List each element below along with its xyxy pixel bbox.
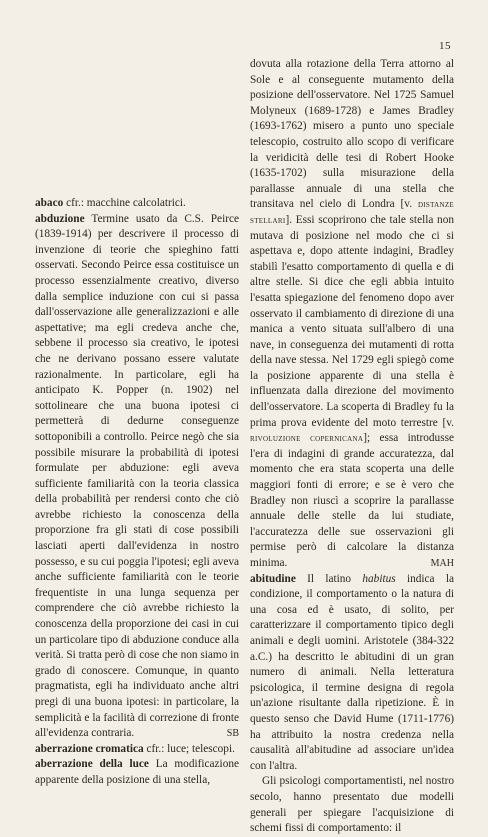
entry-text: cfr.: luce; telescopi. xyxy=(143,742,235,755)
entry-aberrazione-della-luce xyxy=(35,757,239,788)
left-column xyxy=(35,196,239,789)
entry-text: Gli psicologi comportamentisti, nel nostro secolo, hanno presentato due modelli generali per spiegare l'acquisizione di schemi fissi di comportamento: il xyxy=(250,775,454,835)
entry-aberrazione-cromatica xyxy=(35,742,239,758)
author-initials: SB xyxy=(226,728,239,740)
entry-abaco xyxy=(35,196,239,212)
entry-text: ]; essa introdusse l'era di indagini di grande accuratezza, dal momento che era stata scoperta una delle maggiori fonti di errore; e se è vero che Bradley non riuscì a scoprire la parallasse annuale delle stelle da lui studiate, l'accuratezza delle sue osservazioni gli permise però di calcolare la distanza minima. xyxy=(250,432,455,569)
cross-reference: distanze stellari xyxy=(250,199,454,226)
entry-text: ]. Essi scoprirono che tale stella non mutava di posizione nel modo che ci si aspettava e, dopo attente indagini, Bradley stabilì l'esatto comportamento di quella e di altre stelle. Si dice che egli abbia intuito l'esatta spiegazione del fenomeno dopo aver osservato il cambiamento di direzione di una manica a vento situata sull'albero di una nave, in conseguenza dei mutamenti di rotta della nave stessa. Nel 1729 egli spiegò come la posizione apparente di una stella è influenzata dalla direzione del movimento dell'osservatore. La scoperta di Bradley fu la prima prova evidente del moto terrestre [v. xyxy=(250,213,454,429)
latin-term: habitus xyxy=(362,572,396,585)
page-number: 15 xyxy=(439,40,451,52)
cross-reference: rivoluzione copernicana xyxy=(250,433,364,445)
entry-text: indica la condizione, il comportamento o la natura di una cosa ed è usato, di solito, per caratterizzare il comportamento tipico degli animali e degli uomini. Aristotele (384-322 a.C.) ha descritto le abitudini di un gran numero di animali. Nella letteratura psicologica, il termine designa di regola un'azione risultante dalla ripetizione. È in questo senso che David Hume (1711-1776) ha attribuito la nostra credenza nella causalità all'abitudine ad associare un'idea con l'altra. xyxy=(250,572,455,772)
right-column xyxy=(250,57,454,837)
entry-text: Il latino xyxy=(295,572,363,585)
headword: aberrazione cromatica xyxy=(35,742,144,755)
headword: abduzione xyxy=(35,212,85,225)
author-initials: MAH xyxy=(430,558,454,569)
headword: abitudine xyxy=(250,572,296,585)
paragraph xyxy=(250,774,454,836)
entry-aberrazione-continuation xyxy=(250,57,454,572)
entry-text: dovuta alla rotazione della Terra attorno al Sole e al conseguente mutamento della posizione dell'osservatore. Nel 1725 Samuel Molyneux (1689-1728) e James Bradley (1693-1762) misero a punto uno speciale telescopio, costruito allo scopo di verificare la veridicità delle tesi di Robert Hooke (1635-1702) sulla misurazione della parallasse annuale di una stella che transitava nel cielo di Londra [v. xyxy=(250,58,454,211)
headword: aberrazione della luce xyxy=(35,758,149,771)
entry-text: Termine usato da C.S. Peirce (1839-1914) per descrivere il processo di invenzione di teorie che spieghino fatti osservati. Secondo Peirce essa costituisce un processo essenzialmente creativo, diverso dalla semplice induzione con cui si passa dall'osservazione alle generalizzazioni e alle aspettative; ma egli credeva anche che, sebbene il processo sia creativo, le ipotesi che ne derivano possano essere valutate razionalmente. In particolare, egli ha anticipato K. Popper (n. 1902) nel sottolineare che una buona ipotesi ci permetterà di dedurne conseguenze sottoponibili a controllo. Peirce negò che sia possibile misurare la probabilità di ipotesi formulate per abduzione: egli aveva sufficiente familiarità con la teoria classica della probabilità per rendersi conto che ciò avrebbe richiesto la conoscenza della proporzione fra gli stati di cose possibili lasciati aperti dall'evidenza in nostro possesso, e su cui poggia l'ipotesi; egli aveva anche sufficiente familiarità con le teorie frequentiste in una lunga sequenza per comprendere che ciò avrebbe richiesto la conoscenza della proporzione dei casi in cui un particolare tipo di abduzione conduce alla verità. Si tratta però di cose che non siamo in grado di conoscere. Comunque, in quanto pragmatista, egli ha individuato anche altri pregi di una buona ipotesi: in particolare, la semplicità e la facilità di correzione di fronte all'evidenza contraria. xyxy=(35,212,239,740)
entry-text: La modificazione apparente della posizione di una stella, xyxy=(35,758,239,786)
headword: abaco xyxy=(35,197,64,209)
entry-abitudine xyxy=(250,572,454,775)
entry-abduzione xyxy=(35,212,239,742)
entry-text: cfr.: macchine calcolatrici. xyxy=(63,197,186,209)
